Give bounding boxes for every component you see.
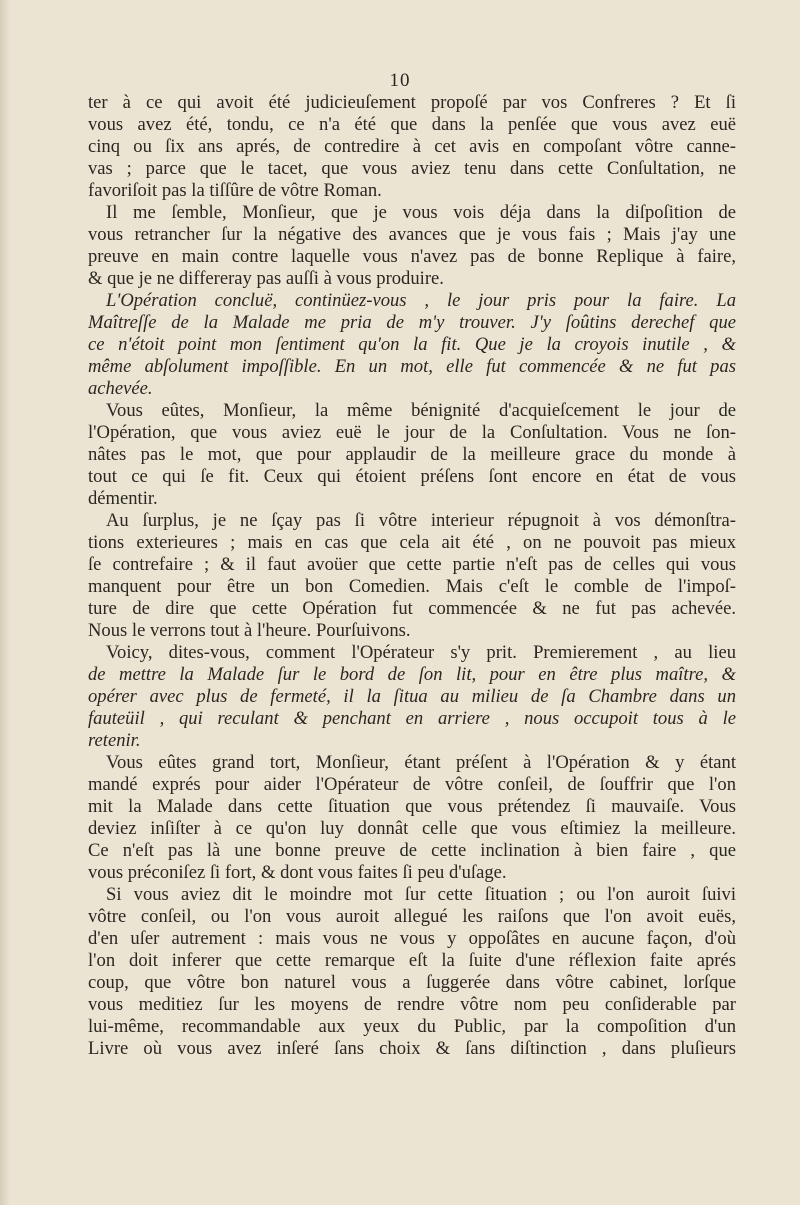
text-line: manquent pour être un bon Comedien. Mais c'eſt le comble de l'impoſ- [88,576,736,597]
text-line: lui-même, recommandable aux yeux du Public, par la compoſition d'un [88,1016,736,1037]
text-line: coup, que vôtre bon naturel vous a ſuggerée dans vôtre cabinet, lorſque [88,972,736,993]
text-line: preuve en main contre laquelle vous n'avez pas de bonne Replique à faire, [88,246,736,267]
text-line: mit la Malade dans cette ſituation que vous prétendez ſi mauvaiſe. Vous [88,796,736,817]
text-line: ture de dire que cette Opération fut commencée & ne fut pas achevée. [88,598,736,619]
text-line: tions exterieures ; mais en cas que cela ait été , on ne pouvoit pas mieux [88,532,736,553]
text-line: Nous le verrons tout à l'heure. Pourſuivons. [88,620,411,641]
text-line: deviez inſiſter à ce qu'on luy donnât celle que vous eſtimiez la meilleure. [88,818,736,839]
text-line: Ce n'eſt pas là une bonne preuve de cette inclination à bien faire , que [88,840,736,861]
text-line: Maîtreſſe de la Malade me pria de m'y trouver. J'y ſoûtins derechef que [88,312,736,333]
text-line: de mettre la Malade ſur le bord de ſon lit, pour en être plus maître, & [88,664,736,685]
text-line: vous retrancher ſur la négative des avances que je vous fais ; Mais j'ay une [88,224,736,245]
text-line: vous meditiez ſur les moyens de rendre vôtre nom peu conſiderable par [88,994,736,1015]
text-line: vas ; parce que le tacet, que vous aviez tenu dans cette Conſultation, ne [88,158,736,179]
text-line: achevée. [88,378,153,399]
text-line: Vous eûtes grand tort, Monſieur, étant préſent à l'Opération & y étant [106,752,736,773]
text-line: Au ſurplus, je ne ſçay pas ſi vôtre interieur répugnoit à vos démonſtra- [106,510,736,531]
text-line: ter à ce qui avoit été judicieuſement propoſé par vos Confreres ? Et ſi [88,92,736,113]
text-line: retenir. [88,730,141,751]
text-line: tout ce qui ſe fit. Ceux qui étoient préſens ſont encore en état de vous [88,466,736,487]
text-line: Si vous aviez dit le moindre mot ſur cette ſituation ; ou l'on auroit ſuivi [106,884,736,905]
text-line: vôtre conſeil, ou l'on vous auroit allegué les raiſons que l'on avoit euës, [88,906,736,927]
text-line: & que je ne differeray pas auſſi à vous produire. [88,268,444,289]
text-line: même abſolument impoſſible. En un mot, elle fut commencée & ne fut pas [88,356,736,377]
text-line: Vous eûtes, Monſieur, la même bénignité d'acquieſcement le jour de [106,400,736,421]
text-line: ce n'étoit point mon ſentiment qu'on la fit. Que je la croyois inutile , & [88,334,736,355]
text-line: cinq ou ſix ans aprés, de contredire à cet avis en compoſant vôtre canne- [88,136,736,157]
text-line: l'Opération, que vous aviez euë le jour de la Conſultation. Vous ne ſon- [88,422,736,443]
page-number: 10 [389,70,411,91]
text-line: Il me ſemble, Monſieur, que je vous vois déja dans la diſpoſition de [106,202,736,223]
text-line: opérer avec plus de fermeté, il la ſitua au milieu de ſa Chambre dans un [88,686,736,707]
text-line: d'en uſer autrement : mais vous ne vous y oppoſâtes en aucune façon, d'où [88,928,736,949]
page-edge-shadow [0,0,10,1205]
text-line: l'on doit inferer que cette remarque eſt la ſuite d'une réflexion faite aprés [88,950,736,971]
text-line: favoriſoit pas la tiſſûre de vôtre Roman. [88,180,382,201]
text-line: nâtes pas le mot, que pour applaudir de la meilleure grace du monde à [88,444,736,465]
text-line: L'Opération concluë, continüez-vous , le jour pris pour la faire. La [106,290,736,311]
text-line: Voicy, dites-vous, comment l'Opérateur s'y prit. Premierement , au lieu [106,642,736,663]
text-line: fauteüil , qui reculant & penchant en arriere , nous occupoit tous à le [88,708,736,729]
body-text [88,92,736,1060]
text-line: mandé exprés pour aider l'Opérateur de vôtre conſeil, de ſouffrir que l'on [88,774,736,795]
text-line: vous avez été, tondu, ce n'a été que dans la penſée que vous avez euë [88,114,736,135]
text-line: démentir. [88,488,158,509]
text-line: ſe contrefaire ; & il faut avoüer que cette partie n'eſt pas de celles qui vous [88,554,736,575]
text-line: vous préconiſez ſi fort, & dont vous faites ſi peu d'uſage. [88,862,507,883]
text-line: Livre où vous avez inſeré ſans choix & ſans diſtinction , dans pluſieurs [88,1038,736,1059]
